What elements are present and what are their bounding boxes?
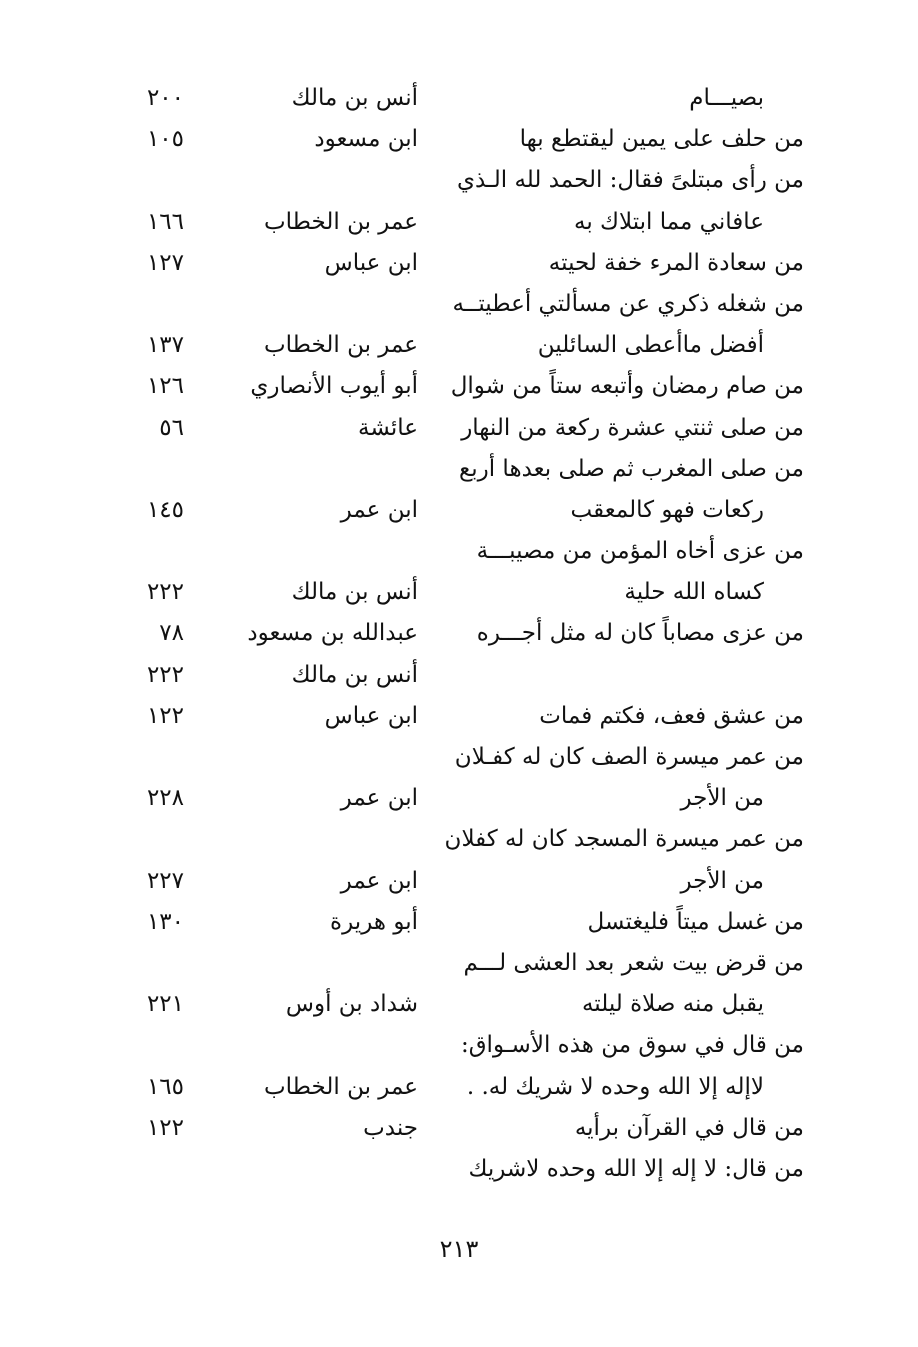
page-reference: ١٣٧ — [146, 332, 184, 359]
hadith-text: أفضل ماأعطى السائلين — [537, 332, 764, 359]
page-reference: ٢٢٢ — [146, 661, 184, 688]
index-row — [0, 902, 918, 943]
page-reference: ٥٦ — [159, 414, 184, 441]
hadith-text: من قرض بيت شعر بعد العشى لـــم — [463, 949, 804, 976]
index-row — [0, 943, 918, 984]
page-reference: ٢٢٧ — [146, 867, 184, 894]
hadith-text: بصيـــام — [689, 85, 764, 111]
index-row — [0, 1149, 918, 1190]
narrator: عمر بن الخطاب — [263, 208, 418, 235]
page-reference: ١٢٢ — [146, 702, 184, 729]
page-number: ٢١٣ — [439, 1235, 479, 1263]
narrator: ابن مسعود — [314, 126, 418, 153]
index-row — [0, 778, 918, 819]
hadith-text: من عمر ميسرة الصف كان له كفـلان — [454, 744, 804, 770]
index-row — [0, 531, 918, 572]
hadith-text: ركعات فهو كالمعقب — [570, 496, 764, 523]
hadith-text: لاإله إلا الله وحده لا شريك له. . — [466, 1073, 764, 1100]
narrator: ابن عمر — [340, 785, 418, 812]
narrator: ابن عمر — [340, 867, 418, 894]
index-row — [0, 1067, 918, 1108]
index-row — [0, 1025, 918, 1066]
index-row — [0, 284, 918, 325]
index-row — [0, 737, 918, 778]
hadith-text: من رأى مبتلىً فقال: الحمد لله الـذي — [456, 167, 804, 194]
page-reference: ١٢٧ — [146, 249, 184, 276]
narrator: أبو أيوب الأنصاري — [250, 373, 418, 400]
page-reference: ٢٢٨ — [146, 785, 184, 812]
hadith-text: من قال في القرآن برأيه — [574, 1114, 804, 1141]
hadith-index-list — [0, 78, 918, 1190]
hadith-text: من قال في سوق من هذه الأسـواق: — [460, 1032, 804, 1059]
hadith-text: كساه الله حلية — [624, 579, 764, 606]
page-reference: ١٠٥ — [146, 126, 184, 153]
index-row — [0, 408, 918, 449]
index-row — [0, 655, 918, 696]
hadith-text: يقبل منه صلاة ليلته — [581, 991, 764, 1018]
hadith-text: عافاني مما ابتلاك به — [573, 208, 764, 235]
index-row — [0, 78, 918, 119]
narrator: أنس بن مالك — [291, 661, 418, 688]
hadith-text: من غسل ميتاً فليغتسل — [587, 908, 804, 935]
index-row — [0, 243, 918, 284]
hadith-text: من الأجر — [680, 867, 764, 894]
narrator: عائشة — [358, 414, 418, 441]
index-row — [0, 325, 918, 366]
narrator: ابن عمر — [340, 496, 418, 523]
hadith-text: من صام رمضان وأتبعه ستاً من شوال — [450, 373, 804, 400]
index-row — [0, 696, 918, 737]
hadith-text: من سعادة المرء خفة لحيته — [548, 249, 804, 276]
index-row — [0, 819, 918, 860]
page-reference: ١٣٠ — [146, 908, 184, 935]
index-row — [0, 1108, 918, 1149]
hadith-text: من حلف على يمين ليقتطع بها — [519, 126, 804, 153]
hadith-text: من شغله ذكري عن مسألتي أعطيتــه — [452, 290, 804, 317]
hadith-text: من عزى مصاباً كان له مثل أجـــره — [476, 620, 804, 647]
page-reference: ١٢٢ — [146, 1114, 184, 1141]
narrator: ابن عباس — [324, 702, 418, 729]
page-reference: ٢٠٠ — [146, 85, 184, 111]
hadith-text: من صلى ثنتي عشرة ركعة من النهار — [461, 414, 804, 441]
index-row — [0, 613, 918, 654]
index-row — [0, 861, 918, 902]
index-row — [0, 984, 918, 1025]
hadith-text: من عمر ميسرة المسجد كان له كفلان — [444, 826, 804, 853]
page-reference: ١٦٦ — [146, 208, 184, 235]
narrator: أنس بن مالك — [291, 579, 418, 606]
narrator: عبدالله بن مسعود — [247, 620, 418, 647]
hadith-text: من صلى المغرب ثم صلى بعدها أربع — [458, 455, 804, 482]
index-row — [0, 572, 918, 613]
narrator: أبو هريرة — [330, 908, 418, 935]
narrator: شداد بن أوس — [285, 991, 418, 1018]
hadith-text: من قال: لا إله إلا الله وحده لاشريك — [468, 1155, 804, 1182]
hadith-text: من عشق فعف، فكتم فمات — [539, 702, 804, 729]
index-row — [0, 366, 918, 407]
index-row — [0, 202, 918, 243]
page-reference: ١٤٥ — [146, 496, 184, 523]
narrator: ابن عباس — [324, 249, 418, 276]
narrator: عمر بن الخطاب — [263, 332, 418, 359]
hadith-text: من الأجر — [680, 785, 764, 812]
narrator: عمر بن الخطاب — [263, 1073, 418, 1100]
page-reference: ١٦٥ — [146, 1073, 184, 1100]
index-row — [0, 160, 918, 201]
narrator: أنس بن مالك — [291, 85, 418, 111]
index-row — [0, 449, 918, 490]
page-reference: ٧٨ — [159, 620, 184, 647]
index-row — [0, 119, 918, 160]
page-reference: ٢٢٢ — [146, 579, 184, 606]
index-row — [0, 490, 918, 531]
hadith-text: من عزى أخاه المؤمن من مصيبـــة — [476, 538, 804, 565]
page-reference: ٢٢١ — [146, 991, 184, 1018]
narrator: جندب — [363, 1114, 418, 1141]
page-reference: ١٢٦ — [146, 373, 184, 400]
